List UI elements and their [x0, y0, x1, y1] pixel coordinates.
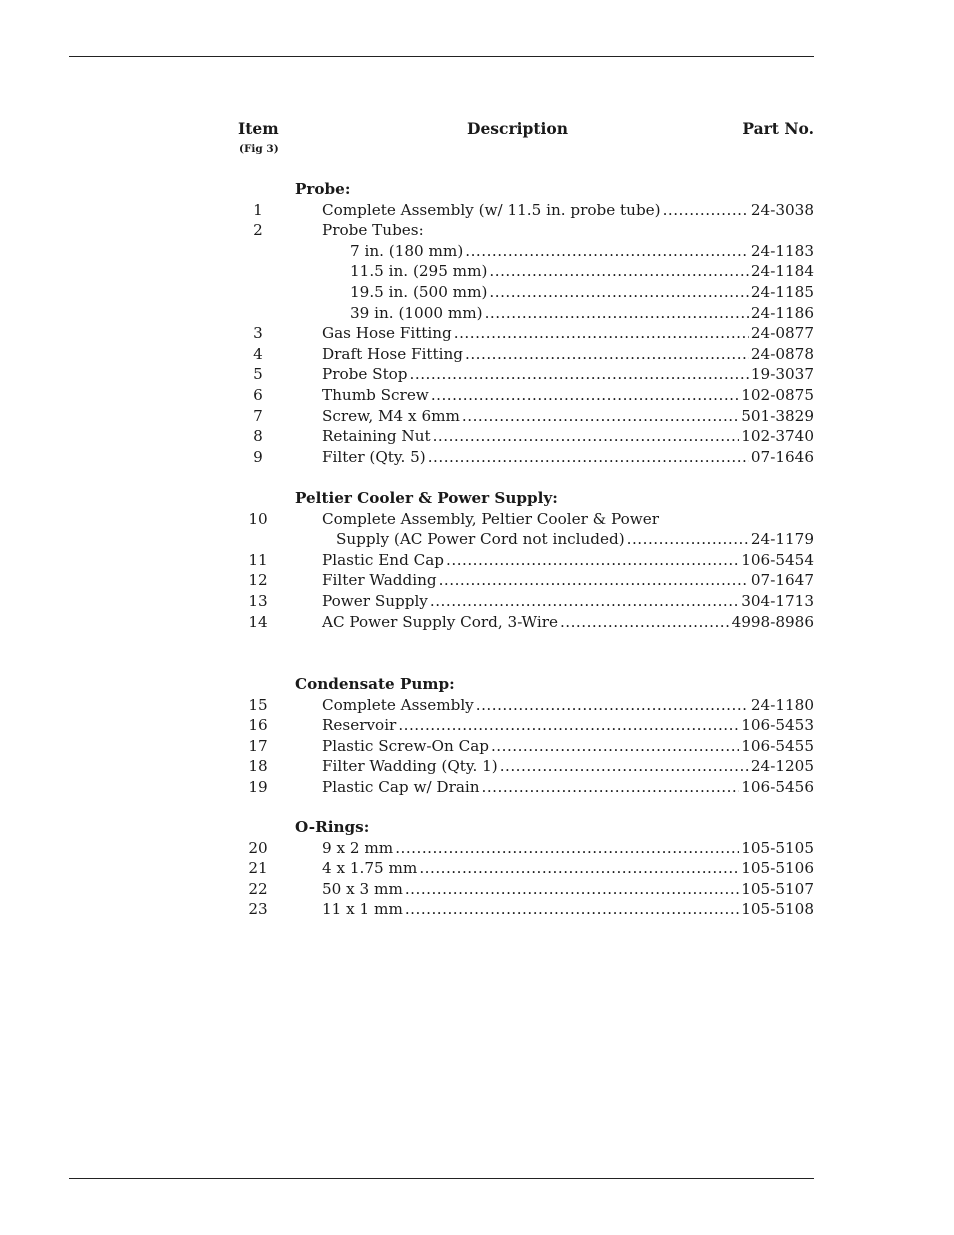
parts-row — [0, 282, 954, 302]
item-number: 22 — [248, 879, 268, 898]
item-description: Screw, M4 x 6mm — [322, 406, 460, 425]
item-number: 11 — [248, 550, 268, 569]
part-number: 24-1179 — [750, 530, 814, 549]
description-with-leader — [322, 736, 814, 756]
dot-leader — [465, 241, 749, 261]
dot-leader — [433, 426, 740, 446]
item-number: 15 — [248, 695, 268, 714]
item-number: 14 — [248, 612, 268, 631]
item-description: AC Power Supply Cord, 3-Wire — [322, 612, 558, 631]
parts-row — [0, 426, 954, 446]
description-with-leader — [322, 364, 814, 384]
description-with-leader — [322, 612, 814, 632]
dot-leader — [482, 777, 740, 797]
item-number: 23 — [248, 900, 268, 919]
part-number: 19-3037 — [750, 365, 814, 384]
item-description: Gas Hose Fitting — [322, 324, 452, 343]
item-description: 7 in. (180 mm) — [350, 241, 464, 260]
part-number: 24-0878 — [750, 344, 814, 363]
description-with-leader — [350, 241, 814, 261]
dot-leader — [428, 447, 749, 467]
part-number: 105-5106 — [741, 859, 814, 878]
part-number: 304-1713 — [741, 592, 814, 610]
parts-row — [0, 570, 954, 590]
description-with-leader — [336, 529, 814, 549]
item-description: Probe Tubes: — [322, 221, 424, 240]
description-with-leader — [322, 406, 814, 426]
item-description: Complete Assembly (w/ 11.5 in. probe tube) — [322, 200, 661, 219]
item-description: Plastic Screw-On Cap — [322, 736, 489, 755]
description-with-leader — [322, 426, 814, 446]
item-number: 12 — [248, 571, 268, 590]
item-number: 4 — [253, 344, 263, 363]
parts-row — [0, 323, 954, 343]
part-number: 501-3829 — [741, 406, 814, 425]
parts-row — [0, 899, 954, 919]
item-number: 3 — [253, 324, 263, 343]
item-number: 7 — [253, 406, 263, 425]
description-with-leader — [350, 303, 814, 323]
description-with-leader — [322, 447, 814, 467]
dot-leader — [395, 838, 739, 858]
parts-row — [0, 736, 954, 756]
parts-row — [0, 303, 954, 323]
item-description: Plastic End Cap — [322, 550, 445, 569]
item-number: 2 — [253, 221, 263, 240]
dot-leader — [405, 899, 739, 919]
item-number: 10 — [248, 509, 268, 528]
dot-leader — [439, 570, 749, 590]
item-number: 1 — [253, 200, 263, 219]
parts-row — [0, 879, 954, 899]
item-number: 19 — [248, 778, 268, 796]
description-with-leader — [322, 899, 814, 919]
dot-leader — [465, 344, 749, 364]
dot-leader — [405, 879, 739, 899]
column-header-description: Description — [467, 119, 569, 138]
parts-row — [0, 777, 954, 797]
dot-leader — [398, 715, 739, 735]
part-number: 105-5108 — [741, 900, 814, 919]
part-number: 24-3038 — [750, 200, 814, 219]
item-description: Filter Wadding (Qty. 1) — [322, 757, 498, 776]
section-title: Probe: — [295, 180, 351, 198]
item-description: 50 x 3 mm — [322, 879, 403, 898]
parts-row — [0, 550, 954, 570]
description-with-leader — [322, 777, 814, 797]
part-number: 102-3740 — [741, 427, 814, 446]
parts-row — [0, 447, 954, 467]
description-with-leader — [322, 385, 814, 405]
item-description: Draft Hose Fitting — [322, 344, 464, 363]
item-number: 16 — [248, 716, 268, 735]
dot-leader — [489, 261, 748, 281]
dot-leader — [431, 385, 739, 405]
parts-row — [0, 406, 954, 426]
parts-row — [0, 695, 954, 715]
section-heading-row — [0, 817, 954, 837]
item-number: 20 — [248, 838, 268, 857]
part-number: 24-1180 — [750, 695, 814, 714]
parts-row — [0, 261, 954, 281]
part-number: 106-5456 — [741, 778, 814, 796]
parts-row — [0, 838, 954, 858]
description-with-leader — [322, 323, 814, 343]
section-heading-row — [0, 179, 954, 199]
dot-leader — [476, 695, 749, 715]
part-number: 106-5454 — [741, 550, 814, 569]
item-description: 4 x 1.75 mm — [322, 859, 418, 878]
part-number: 07-1646 — [750, 447, 814, 466]
part-number: 105-5105 — [741, 838, 814, 857]
dot-leader — [500, 756, 749, 776]
parts-row — [0, 612, 954, 632]
item-number: 8 — [253, 427, 263, 446]
parts-row — [0, 364, 954, 384]
item-description: Filter Wadding — [322, 571, 437, 590]
item-description: Plastic Cap w/ Drain — [322, 778, 480, 796]
part-number: 106-5453 — [741, 716, 814, 735]
parts-row — [0, 591, 954, 611]
parts-row — [0, 529, 954, 549]
bottom-rule — [69, 1178, 814, 1179]
dot-leader — [454, 323, 749, 343]
item-description: Filter (Qty. 5) — [322, 447, 426, 466]
section-heading-row — [0, 674, 954, 694]
description-with-leader — [322, 838, 814, 858]
part-number: 105-5107 — [741, 879, 814, 898]
description-with-leader — [322, 550, 814, 570]
parts-row — [0, 509, 954, 529]
item-number: 13 — [248, 592, 268, 610]
item-description: Complete Assembly — [322, 695, 474, 714]
item-description: Supply (AC Power Cord not included) — [336, 530, 625, 549]
item-description: 9 x 2 mm — [322, 838, 394, 857]
item-description: Thumb Screw — [322, 386, 429, 404]
item-description: 39 in. (1000 mm) — [350, 303, 483, 322]
parts-row — [0, 241, 954, 261]
description-with-leader — [350, 261, 814, 281]
part-number: 24-1205 — [750, 757, 814, 776]
item-number: 21 — [248, 859, 268, 878]
dot-leader — [560, 612, 730, 632]
part-number: 24-0877 — [750, 324, 814, 343]
description-with-leader — [322, 879, 814, 899]
part-number: 24-1183 — [750, 241, 814, 260]
item-number: 5 — [253, 365, 263, 384]
item-description: 11.5 in. (295 mm) — [350, 262, 488, 281]
dot-leader — [489, 282, 748, 302]
column-header-item: Item — [238, 119, 279, 138]
part-number: 102-0875 — [741, 386, 814, 404]
description-with-leader — [350, 282, 814, 302]
item-description: Power Supply — [322, 592, 428, 610]
description-with-leader — [322, 200, 814, 220]
section-title: Condensate Pump: — [295, 675, 455, 693]
description-with-leader — [322, 570, 814, 590]
section-heading-row — [0, 488, 954, 508]
description-with-leader — [322, 344, 814, 364]
section-title: O-Rings: — [295, 818, 370, 836]
dot-leader — [419, 858, 739, 878]
dot-leader — [446, 550, 739, 570]
dot-leader — [462, 406, 739, 426]
parts-row — [0, 344, 954, 364]
item-description: Complete Assembly, Peltier Cooler & Power — [322, 509, 659, 528]
parts-row — [0, 858, 954, 878]
item-description: 19.5 in. (500 mm) — [350, 283, 488, 301]
part-number: 106-5455 — [741, 736, 814, 755]
dot-leader — [491, 736, 739, 756]
description-with-leader — [322, 858, 814, 878]
column-header-fig-note: (Fig 3) — [239, 143, 279, 155]
part-number: 24-1184 — [750, 262, 814, 281]
dot-leader — [410, 364, 749, 384]
part-number: 24-1185 — [750, 283, 814, 301]
description-with-leader — [322, 756, 814, 776]
description-with-leader — [322, 591, 814, 611]
item-number: 9 — [253, 447, 263, 466]
item-number: 6 — [253, 386, 263, 404]
column-header-part-no: Part No. — [742, 119, 814, 138]
item-number: 17 — [248, 736, 268, 755]
dot-leader — [430, 591, 739, 611]
item-description: Probe Stop — [322, 365, 408, 384]
dot-leader — [627, 529, 749, 549]
parts-row — [0, 756, 954, 776]
parts-row — [0, 385, 954, 405]
description-with-leader — [322, 695, 814, 715]
part-number: 4998-8986 — [731, 612, 814, 631]
item-description: Reservoir — [322, 716, 397, 735]
description-with-leader — [322, 715, 814, 735]
dot-leader — [485, 303, 749, 323]
parts-row — [0, 715, 954, 735]
part-number: 07-1647 — [750, 571, 814, 590]
item-number: 18 — [248, 757, 268, 776]
item-description: Retaining Nut — [322, 427, 431, 446]
item-description: 11 x 1 mm — [322, 900, 403, 919]
parts-row — [0, 200, 954, 220]
dot-leader — [663, 200, 749, 220]
part-number: 24-1186 — [750, 303, 814, 322]
parts-row — [0, 220, 954, 240]
section-title: Peltier Cooler & Power Supply: — [295, 489, 558, 507]
